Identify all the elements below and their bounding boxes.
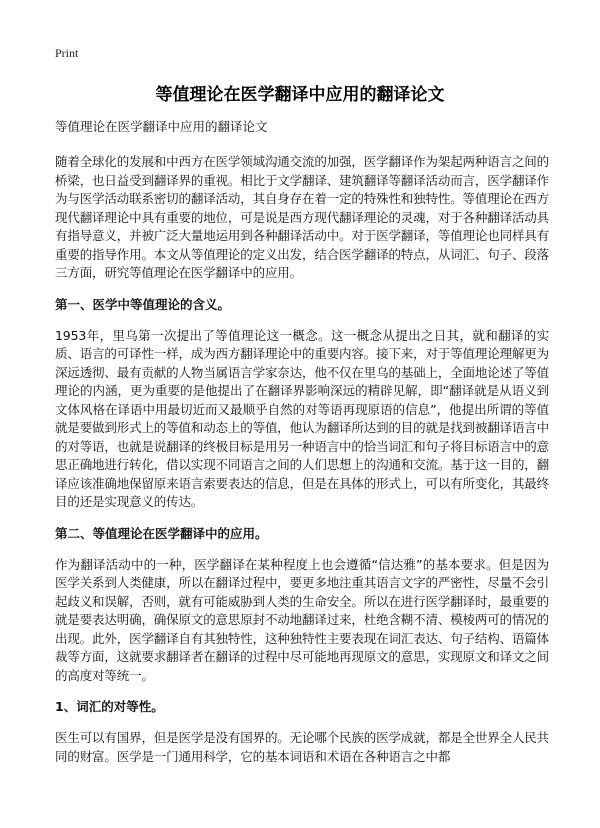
page-title: 等值理论在医学翻译中应用的翻译论文 xyxy=(155,85,445,105)
section-1-paragraph: 1953年，里乌第一次提出了等值理论这一概念。这一概念从提出之日其，就和翻译的实质、语言的可译性一样，成为西方翻译理论中的重要内容。接下来，对于等值理论理解更为深远透彻、最有贡献的人物当属语言学家奈达，他不仅在里乌的基础上，全面地论述了等值理论的内涵，更为重要的是他提出了在翻译界影响深远的精辟见解，即“翻译就是从语义到文体风格在译语中用最切近而又最顺乎自然的对等语再现原语的信息”，他提出所谓的等值就是要做到形式上的等值和动态上的等值，他认为翻译所达到的目的就是找到被翻译语言中的对等语，也就是说翻译的终极目标是用另一种语言中的恰当词汇和句子将目标语言中的意思正确地进行转化，借以实现不同语言之间的人们思想上的沟通和交流。基于这一目的，翻译应该准确地保留原来语言索要表达的信息，但是在具体的形式上，可以有所变化，其最终目的还是实现意义的传达。 xyxy=(55,327,550,509)
section-2-paragraph: 作为翻译活动中的一种，医学翻译在某种程度上也会遵循“信达雅”的基本要求。但是因为医学关系到人类健康，所以在翻译过程中，要更多地注重其语言文字的严密性，尽量不会引起歧义和误解，否则，就有可能威胁到人类的生命安全。所以在进行医学翻译时，最重要的就是要表达明确，确保原文的意思原封不动地翻译过来，杜绝含糊不清、模棱两可的情况的出现。此外，医学翻译自有其独特性，这种独特性主要表现在词汇表达、句子结构、语篇体裁等方面，这就要求翻译者在翻译的过程中尽可能地再现原文的意思，实现原文和译文之间的高度对等统一。 xyxy=(55,556,550,683)
article-subtitle: 等值理论在医学翻译中应用的翻译论文 xyxy=(55,119,268,134)
section-heading-2: 第二、等值理论在医学翻译中的应用。 xyxy=(55,525,268,541)
section-heading-3: 1、词汇的对等性。 xyxy=(55,699,164,714)
print-link[interactable]: Print xyxy=(55,46,79,60)
article-body xyxy=(55,118,549,779)
section-3-paragraph: 医生可以有国界，但是医学是没有国界的。无论哪个民族的医学成就，都是全世界全人民共同的财富。医学是一门通用科学，它的基本词语和术语在各种语言之中都 xyxy=(55,730,550,764)
section-heading-1: 第一、医学中等值理论的含义。 xyxy=(55,296,231,312)
intro-paragraph: 随着全球化的发展和中西方在医学领域沟通交流的加强，医学翻译作为架起两种语言之间的桥梁，也日益受到翻译界的重视。相比于文学翻译、建筑翻译等翻译活动而言，医学翻译作为与医学活动联系密切的翻译活动，其自身存在着一定的特殊性和独特性。等值理论在西方现代翻译理论中具有重要的地位，可是说是西方现代翻译理论的灵魂，对于各种翻译活动具有指导意义，并被广泛大量地运用到各种翻译活动中。对于医学翻译，等值理论也同样具有重要的指导作用。本文从等值理论的定义出发，结合医学翻译的特点，从词汇、句子、段落三方面，研究等值理论在医学翻译中的应用。 xyxy=(55,154,550,280)
